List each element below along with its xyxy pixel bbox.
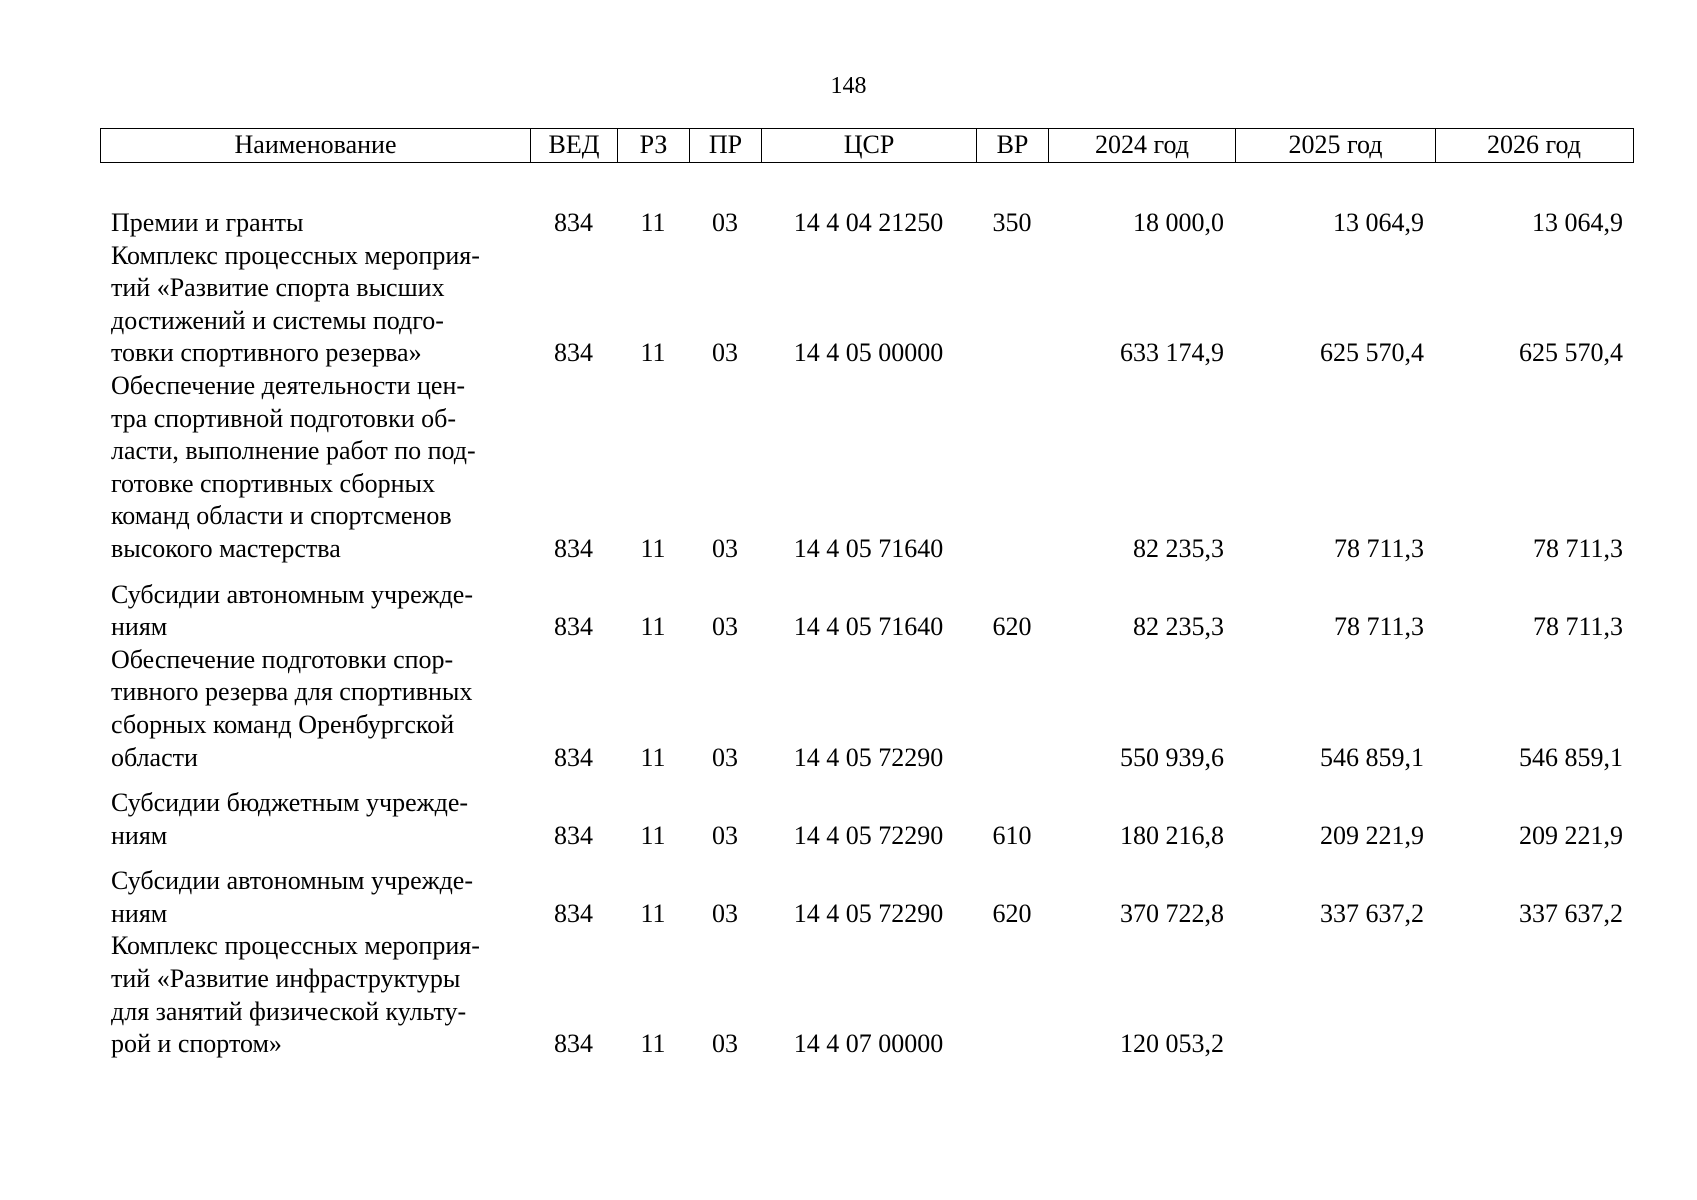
page-number: 148 [830,73,867,99]
row-name [100,370,530,566]
row-name-line: товки спортивного резерва» [111,338,422,368]
row-2024: 82 235,3 [1133,612,1224,642]
row-ved: 834 [554,612,593,642]
row-2025: 625 570,4 [1320,338,1424,368]
row-name [100,644,530,774]
row-rz: 11 [640,612,666,642]
row-vr: 620 [992,898,1032,928]
row-name-line: Обеспечение подготовки спор- [111,644,454,674]
row-ved: 834 [554,533,593,563]
row-2025: 78 711,3 [1333,612,1424,642]
row-2026: 78 711,3 [1532,533,1623,563]
table-row [100,207,1634,240]
row-vr: 620 [992,612,1032,642]
row-vr: 350 [992,208,1032,237]
row-2024: 633 174,9 [1120,338,1224,368]
header-pr: ПР [690,129,762,162]
row-name-line: Субсидии бюджетным учрежде- [111,788,469,818]
row-name-line: области [111,742,198,772]
row-pr: 03 [712,820,738,850]
row-csr: 14 4 05 72290 [793,898,944,928]
row-name-line: тра спортивной подготовки об- [111,403,457,433]
header-2025: 2025 год [1236,129,1436,162]
row-pr: 03 [712,612,738,642]
row-2025: 13 064,9 [1333,208,1424,237]
table-body [100,207,1634,1061]
row-csr: 14 4 05 72290 [793,820,944,850]
header-name: Наименование [101,129,531,162]
row-pr: 03 [712,898,738,928]
row-name-line: Субсидии автономным учрежде- [111,579,473,609]
row-name-line: достижений и системы подго- [111,305,444,335]
row-2024: 370 722,8 [1120,898,1224,928]
row-rz: 11 [640,820,666,850]
row-2026: 13 064,9 [1532,208,1623,237]
row-name-line: Субсидии автономным учрежде- [111,866,473,896]
row-name-line: ласти, выполнение работ по под- [111,436,476,466]
row-2026: 546 859,1 [1519,742,1623,772]
row-name-line: Комплекс процессных мероприя- [111,931,480,961]
row-2024: 180 216,8 [1120,820,1224,850]
row-pr: 03 [712,533,738,563]
row-name-line: Обеспечение деятельности цен- [111,370,466,400]
row-2024: 18 000,0 [1133,208,1224,237]
row-csr: 14 4 05 71640 [793,533,944,563]
row-pr: 03 [712,338,738,368]
row-name-line: Комплекс процессных мероприя- [111,240,480,270]
row-name-line: рой и спортом» [111,1029,282,1059]
row-name-line: для занятий физической культу- [111,996,467,1026]
row-name [100,865,530,930]
row-name-line: ниям [111,820,168,850]
row-2026: 625 570,4 [1519,338,1623,368]
row-rz: 11 [640,533,666,563]
row-name-line: Премии и гранты [111,208,304,237]
header-rz: РЗ [618,129,690,162]
table-row [100,579,1634,644]
row-name-line: сборных команд Оренбургской [111,709,455,739]
row-ved: 834 [554,1029,593,1059]
row-ved: 834 [554,338,593,368]
row-rz: 11 [640,742,666,772]
header-2026: 2026 год [1487,130,1581,159]
table-row [100,865,1634,930]
table-row [100,370,1634,566]
row-2024: 120 053,2 [1120,1029,1224,1059]
table-row [100,644,1634,774]
row-ved: 834 [554,208,593,237]
row-csr: 14 4 05 00000 [793,338,944,368]
row-2025: 546 859,1 [1320,742,1424,772]
row-name-line: готовке спортивных сборных [111,468,436,498]
row-2024: 550 939,6 [1120,742,1224,772]
row-2025: 337 637,2 [1320,898,1424,928]
row-csr: 14 4 04 21250 [793,208,944,237]
row-2025: 209 221,9 [1320,820,1424,850]
row-pr: 03 [712,208,738,237]
row-2026: 78 711,3 [1532,612,1623,642]
row-ved: 834 [554,742,593,772]
row-name-line: ниям [111,898,168,928]
row-csr: 14 4 07 00000 [793,1029,944,1059]
row-name [100,930,530,1060]
row-name [100,207,530,240]
header-ved: ВЕД [531,129,618,162]
row-2026: 337 637,2 [1519,898,1623,928]
row-csr: 14 4 05 71640 [793,612,944,642]
table-row [100,787,1634,852]
row-2025: 78 711,3 [1333,533,1424,563]
row-name [100,787,530,852]
row-name-line: тий «Развитие спорта высших [111,273,445,303]
row-name-line: высокого мастерства [111,533,341,563]
row-name-line: тий «Развитие инфраструктуры [111,964,461,994]
row-rz: 11 [640,208,666,237]
table-header [100,128,1634,163]
row-rz: 11 [640,1029,666,1059]
row-name [100,579,530,644]
row-rz: 11 [640,338,666,368]
row-pr: 03 [712,742,738,772]
row-vr: 610 [992,820,1032,850]
table-row [100,240,1634,370]
row-ved: 834 [554,898,593,928]
header-2024: 2024 год [1049,129,1236,162]
header-vr: ВР [977,129,1049,162]
table-row [100,930,1634,1060]
header-csr: ЦСР [762,129,977,162]
row-2026: 209 221,9 [1519,820,1623,850]
row-csr: 14 4 05 72290 [793,742,944,772]
row-name-line: ниям [111,612,168,642]
row-name-line: команд области и спортсменов [111,501,452,531]
row-2024: 82 235,3 [1133,533,1224,563]
row-name-line: тивного резерва для спортивных [111,677,473,707]
row-name [100,240,530,370]
row-pr: 03 [712,1029,738,1059]
row-ved: 834 [554,820,593,850]
row-rz: 11 [640,898,666,928]
